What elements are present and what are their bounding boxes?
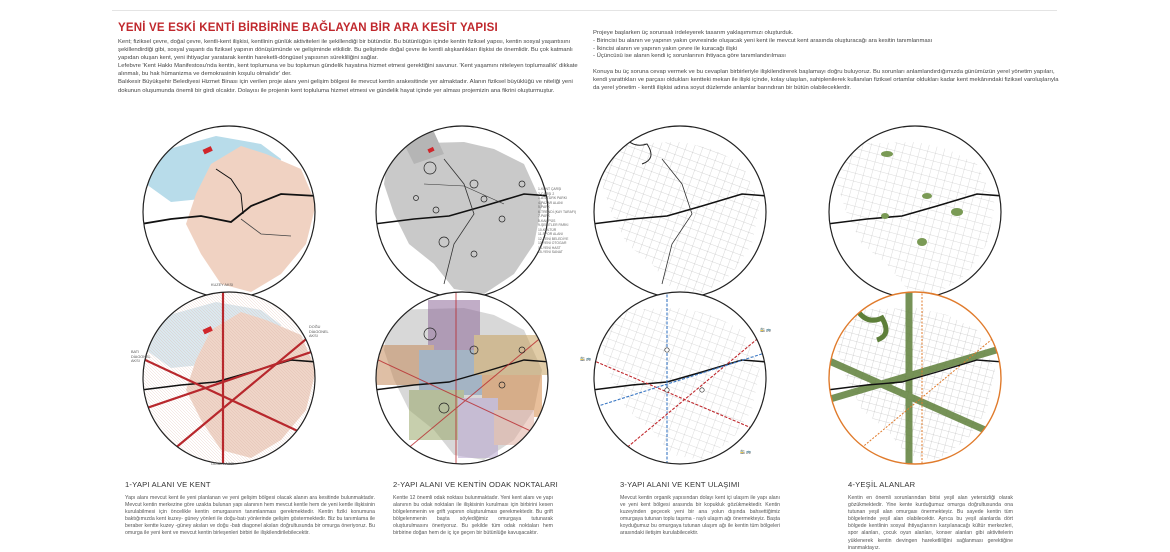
caption-body-1: Yapı alanı mevcut kent ile yeni planlanan ve yeni gelişim bölgesi olacak alanın ara kesitinde bulunmaktadır. Mevcut kentin merkezine göre uzakta bulunan yapı alanının hem mevcut kentle hem de yeni kentle ilişkisinin kurulabilmesi için öncelikle kentin omurgasının tanımlanması gerekmektedir. Kentin fiziki konumuna baktığımızda kent kuzey- güney yönleri ile doğu-batı yönlerinde gelişim göstermektedir. Biz bu tanımlama ile beraber kentte kuzey -güney aksları ve doğu -batı diagonel aksları doğrultusunda bir omurga öneriyoruz. Bu omurga ile yeni kent ve mevcut kentin birleşenleri birbiri ile ilişkilendirilebilecektir. <box>125 495 375 537</box>
axis-label-east: DOĞU DİAGONEL AKSI <box>309 325 329 338</box>
approach-line-1: Projeye başlarken üç sorunsalı irdeleyerek tasarım yaklaşımımızı oluşturduk. <box>593 30 794 36</box>
axis-label-north: KUZEY AKSI <box>211 283 234 287</box>
transit-tag-west: 🚉 🚌 <box>580 356 592 361</box>
intro-paragraph-3: Balıkesir Büyükşehir Belediyesi Hizmet Binası için verilen proje alanı yeni gelişim bölgesi ile mevcut kentin arakesitinde yer almaktadır. Alanın fiziksel büyüklüğü ve niteliği yeni dokunun oluşumunda önemli bir girdi olcaktır. Dolayısı ile projenin kent topluluma hizmet etmesi ve gündelik hayat içinde yer alması projemizin ana fikrini oluşturmuştur. <box>118 79 573 94</box>
axis-label-west: BATI DİAGONEL AKSI <box>131 350 151 363</box>
intro-paragraph-1: Kent; fiziksel çevre, doğal çevre, kentli-kent ilişkisi, kentlinin günlük aktiviteleri ile şekillendiği bir bütündür. Bu bütünlüğün içinde kentin fiziksel yapısı, kentin sosyal yaşantısını şekillendirdiği gibi, sosyal yaşantı da fiziksel yapının dönüşümünde ve gelişiminde etkilidir. Bu gelişimde doğal çevre ile kentli alışkanlıkları ilişkisi de önemlidir. Bu çok katmanlı yapıdan oluşan kent, yeni ihtiyaçlar yaratarak kentin hareketli-döngüsel yapısının sürekliliğini sağlar. <box>118 39 573 62</box>
diagram-land-use <box>141 124 317 300</box>
approach-paragraph: Konuya bu üç soruna cevap vermek ve bu cevapları birbirleriyle ilişkilendirerek başlamayı doğru buluyoruz. Bu sorunları anlamlandırdığımızda günümüzün yerel yönetim yapıları, kendi yarattıkları ve parçası oldukları kentteki mekan ile ilişki içinde, kolay ulaşılan, sahiplenilerek kullanılan fiziksel ortamlar oldukları kadar kent mekânındaki fiziksel varoluşlarıyla da yerel yönetim - kentli ilişkisi adına soyut düzlemde anlamlar barındıran bir bütün olabileceklerdir. <box>593 69 1059 91</box>
diagram-overlapping-zones <box>374 290 550 466</box>
diagram-green-coverage <box>827 124 1003 300</box>
diagram-transport <box>592 290 768 466</box>
top-rule <box>112 10 1057 11</box>
caption-title-3: 3-YAPI ALANI VE KENT ULAŞIMI <box>620 480 740 489</box>
diagram-focal-points <box>374 124 550 300</box>
approach-text <box>593 30 1063 93</box>
transit-tag-south: 🚉 🚌 <box>740 449 752 454</box>
caption-body-3: Mevcut kentin organik yapısından dolayı kent içi ulaşım ile yapı alanı ve yeni kent bölgesi arasında bir kopukluk gözükmektedir. Kentin kuzeyinden geçecek yeni bir ana yolun dışında bahsettiğimiz omurgaya tutunan toplu taşıma - raylı ulaşım ağı önermekteyiz. Başta koyduğumuz bu omurgaya tutunan ulaşım ağı ile kentin tüm bölgeleri arasındaki iletişim kurulabilecektir. <box>620 495 780 537</box>
approach-line-3: - İkincisi alanın ve yapının yakın çevre ile kuracağı ilişki <box>593 45 738 52</box>
focal-points-legend: 1-KENT ÇARŞI 2-ÇARŞI 2 3-ATATÜRK PARKI 4-PAZAR ALANI 5-PARK 6-TRENDİ (KAY TARAFI) 7-PARK 8-KAMPÜS 9-ŞEHİTLER PARKI 10-KÜLTÜR 11-SPOR ALANI 12-YENİ BELEDİYE 13-YENİ OTOGAR 14-YENİ HAST 15-YENİ SANAT <box>538 187 576 254</box>
approach-line-4: - Üçüncüsü ise alanın kendi iç sorunlarının ihtiyaca göre tanımlandırılması <box>593 53 786 60</box>
caption-title-2: 2-YAPI ALANI VE KENTİN ODAK NOKTALARI <box>393 480 558 489</box>
diagram-green-corridors <box>827 290 1003 466</box>
caption-body-4: Kentin en önemli sorunlarından birisi yeşil alan yetersizliği olarak gözükmektedir. Yine kente kurduğumuz omurga doğrultusunda ona tutunan yeşil alan omurgası önermekteyiz. Bu sayede kentin tüm bölgelerinde yeşil alan olabilecektir. Ayrıca bu yeşil alanlarda dört bölgede kentlinin sosyal ihtiyaçlarının karşılanacağı kültür merkezleri, spor alanları, çocuk oyun alanları, konser alanları gibi aktivitelerin yüklenerek kentin devingen hareketliliğini sağlanması gerektiğine inanmaktayız. <box>848 495 1013 551</box>
page-title: YENİ VE ESKİ KENTİ BİRBİRİNE BAĞLAYAN BİR ARA KESİT YAPISI <box>118 22 498 34</box>
caption-title-1: 1-YAPI ALANI VE KENT <box>125 480 211 489</box>
approach-line-2: - Birincisi bu alanın ve yapının yakın çevresinde oluşacak yeni kent ile mevcut kent arasında oluşturacağı ara kesitin tanımlanması <box>593 37 933 44</box>
caption-title-4: 4-YEŞİL ALANLAR <box>848 480 916 489</box>
axis-label-south: GÜNEY AKSI <box>211 462 234 466</box>
transit-tag-east: 🚉 🚌 <box>760 327 772 332</box>
diagram-city-axes <box>141 290 317 466</box>
intro-paragraph-2: Lefebvre 'Kent Hakkı Manifestosu'nda kentin, kent toplumuna ve bu toplumun gündelik hayatına hizmet etmesi gerektiğini savunur. 'Kent yaşamını niteleyen toplumsallık' dikkate alınmalı, bu hak hümanizma ve demokrasinin koşulu olmalıdır' der. <box>118 63 578 78</box>
intro-text <box>118 38 580 95</box>
caption-body-2: Kentte 12 önemli odak noktası bulunmaktadır. Yeni kent alanı ve yapı alanının bu odak noktaları ile ilişkisinin kurulması için birbirini kesen bölgelenmenin ve grift yapının oluşturulması gerekmektedir. Bu grift bölgelenmenin başta söylediğimiz omurgaya tutunarak oluşturulmasını öneriyoruz. Bu şekilde tüm odak noktaları hem birbirine doğan hem de iç içe geçen bir bütünlüğe kavuşacaktır. <box>393 495 553 537</box>
diagram-street-network <box>592 124 768 300</box>
